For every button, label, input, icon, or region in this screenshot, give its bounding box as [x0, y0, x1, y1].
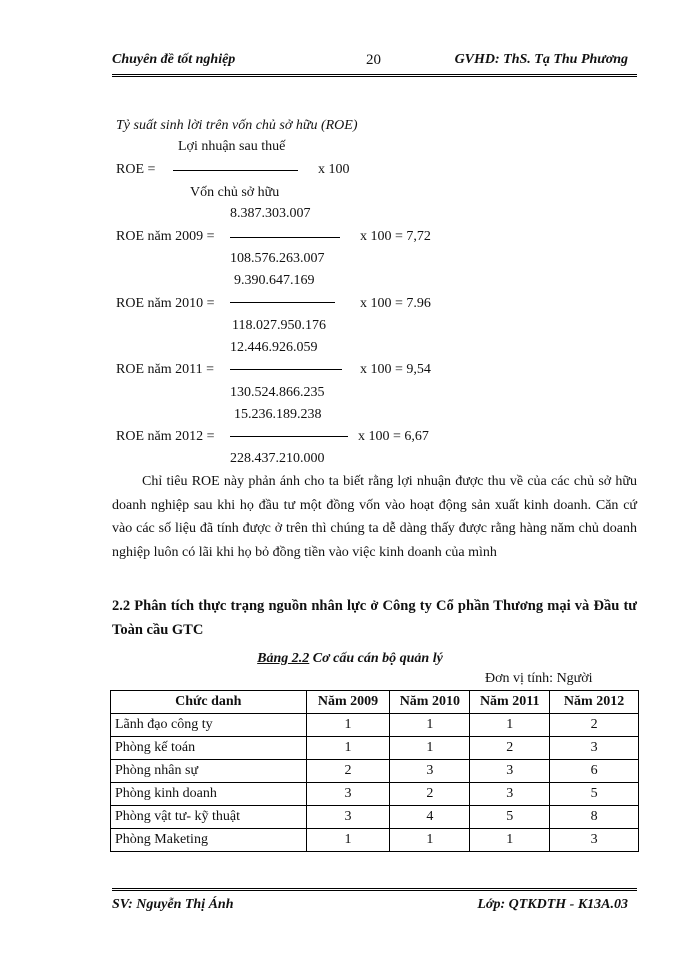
roe-2011-fraction-line	[230, 369, 342, 370]
roe-2011-denominator: 130.524.866.235	[230, 385, 325, 400]
col-header-2009: Năm 2009	[306, 691, 390, 714]
table-header-row	[111, 691, 639, 714]
footer-rule	[112, 888, 637, 889]
col-header-2012: Năm 2012	[550, 691, 639, 714]
table-cell: 1	[306, 829, 390, 852]
roe-2012-label: ROE năm 2012 =	[116, 429, 215, 444]
roe-2010-numerator: 9.390.647.169	[234, 273, 315, 288]
roe-2009-label: ROE năm 2009 =	[116, 229, 215, 244]
table-row	[111, 829, 639, 852]
table-cell: Phòng Maketing	[111, 829, 307, 852]
table-cell: 5	[470, 806, 550, 829]
table-cell: 2	[390, 783, 470, 806]
page-number: 20	[366, 52, 381, 68]
table-cell: 1	[390, 714, 470, 737]
table-caption-label: Bảng 2.2	[257, 651, 310, 666]
roe-explanation-paragraph: Chỉ tiêu ROE này phản ánh cho ta biết rằng lợi nhuận được thu về của các chủ sở hữu doanh nghiệp sau khi họ đầu tư một đồng vốn vào hoạt động sản xuất kinh doanh. Căn cứ vào các số liệu đã tính được ở trên thì chúng ta dễ dàng thấy được rằng hàng năm chủ doanh nghiệp luôn có lãi khi họ bỏ đồng tiền vào việc kinh doanh của mình	[112, 474, 637, 560]
table-unit: Đơn vị tính: Người	[485, 671, 593, 686]
footer-right: Lớp: QTKDTH - K13A.03	[477, 897, 628, 912]
table-cell: Phòng kế toán	[111, 737, 307, 760]
header-rule	[112, 74, 637, 75]
table-cell: 3	[550, 829, 639, 852]
table-cell: 4	[390, 806, 470, 829]
table-cell: 5	[550, 783, 639, 806]
section-heading: 2.2 Phân tích thực trạng nguồn nhân lực ở Công ty Cổ phần Thương mại và Đầu tư Toàn cầu GTC	[112, 598, 637, 638]
table-cell: 1	[306, 714, 390, 737]
footer-left: SV: Nguyễn Thị Ánh	[112, 897, 234, 912]
table-cell: 3	[550, 737, 639, 760]
table-caption-text: Cơ cấu cán bộ quản lý	[312, 651, 443, 666]
roe-2010-label: ROE năm 2010 =	[116, 296, 215, 311]
table-cell: 1	[390, 737, 470, 760]
table-cell: Phòng kinh doanh	[111, 783, 307, 806]
roe-2010-result: x 100 = 7.96	[360, 296, 431, 311]
roe-2009-denominator: 108.576.263.007	[230, 251, 325, 266]
table-cell: 1	[470, 714, 550, 737]
table-cell: Lãnh đạo công ty	[111, 714, 307, 737]
formula-fraction-line	[173, 170, 298, 171]
table-cell: 2	[550, 714, 639, 737]
header-rule-2	[112, 76, 637, 77]
table-cell: 1	[390, 829, 470, 852]
roe-2009-result: x 100 = 7,72	[360, 229, 431, 244]
table-cell: 3	[390, 760, 470, 783]
table-row	[111, 714, 639, 737]
roe-2012-fraction-line	[230, 436, 348, 437]
table-cell: 3	[306, 806, 390, 829]
table-cell: Phòng nhân sự	[111, 760, 307, 783]
table-row	[111, 806, 639, 829]
table-cell: 2	[470, 737, 550, 760]
formula-lhs: ROE =	[116, 162, 156, 177]
table-cell: 6	[550, 760, 639, 783]
roe-2012-denominator: 228.437.210.000	[230, 451, 325, 466]
roe-2010-fraction-line	[230, 302, 335, 303]
table-row	[111, 737, 639, 760]
roe-2012-result: x 100 = 6,67	[358, 429, 429, 444]
formula-denominator: Vốn chủ sở hữu	[190, 185, 280, 200]
table-cell: 2	[306, 760, 390, 783]
table-cell: 1	[306, 737, 390, 760]
roe-2011-result: x 100 = 9,54	[360, 362, 431, 377]
table-row	[111, 783, 639, 806]
roe-2009-fraction-line	[230, 237, 340, 238]
table-cell: 3	[470, 760, 550, 783]
formula-numerator: Lợi nhuận sau thuế	[178, 139, 286, 154]
col-header-2011: Năm 2011	[470, 691, 550, 714]
table-cell: 3	[470, 783, 550, 806]
table-row	[111, 760, 639, 783]
header-right: GVHD: ThS. Tạ Thu Phương	[454, 52, 628, 67]
table-cell: Phòng vật tư- kỹ thuật	[111, 806, 307, 829]
table-cell: 1	[470, 829, 550, 852]
roe-2011-numerator: 12.446.926.059	[230, 340, 318, 355]
col-header-2010: Năm 2010	[390, 691, 470, 714]
footer-rule-2	[112, 890, 637, 891]
roe-2012-numerator: 15.236.189.238	[234, 407, 322, 422]
formula-multiplier: x 100	[318, 162, 350, 177]
roe-2010-denominator: 118.027.950.176	[232, 318, 326, 333]
roe-2009-numerator: 8.387.303.007	[230, 206, 311, 221]
table-cell: 8	[550, 806, 639, 829]
header-left: Chuyên đề tốt nghiệp	[112, 52, 236, 67]
col-header-title: Chức danh	[111, 691, 307, 714]
management-structure-table	[110, 690, 639, 852]
table-caption	[0, 651, 700, 667]
table-cell: 3	[306, 783, 390, 806]
roe-title: Tỷ suất sinh lời trên vốn chủ sở hữu (ROE)	[116, 118, 358, 133]
roe-2011-label: ROE năm 2011 =	[116, 362, 214, 377]
